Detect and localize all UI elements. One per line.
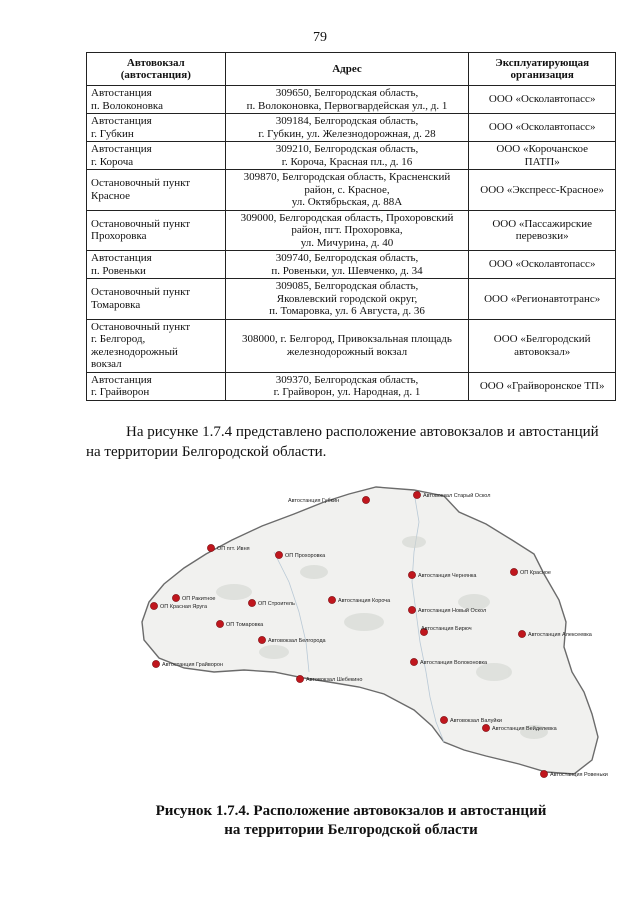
cell-line: Автостанция xyxy=(91,115,152,127)
map-marker xyxy=(540,770,547,777)
address-cell xyxy=(225,210,469,251)
station-cell xyxy=(87,319,226,372)
table-row xyxy=(87,319,616,372)
cell-line: район, с. Красное, xyxy=(304,183,390,196)
map-marker-label: Автостанция Вейделевка xyxy=(492,726,557,732)
cell-line: Яковлевский городской округ, xyxy=(276,292,418,305)
map-marker-label: ОП пгт. Ивня xyxy=(217,546,250,552)
cell-line: Остановочный пункт xyxy=(91,177,191,190)
header-station: Автовокзал (автостанция) xyxy=(87,53,226,86)
cell-line: ООО «Пассажирские xyxy=(492,217,593,230)
map-marker xyxy=(410,658,417,665)
address-cell xyxy=(225,251,469,279)
cell-line: ООО «Экспресс-Красное» xyxy=(480,183,605,196)
cell-line: ООО «Осколавтопасс» xyxy=(488,121,596,134)
map-marker xyxy=(362,496,369,503)
map-marker-label: ОП Прохоровка xyxy=(285,553,326,559)
map-marker xyxy=(482,724,489,731)
map-marker-label: ОП Красная Яруга xyxy=(160,604,208,610)
station-cell xyxy=(87,372,226,400)
cell-line: Остановочный пункт xyxy=(91,217,191,230)
cell-line: г. Губкин xyxy=(91,127,134,140)
cell-line: п. Волоконовка xyxy=(91,99,163,112)
map-marker xyxy=(408,571,415,578)
address-cell xyxy=(225,372,469,400)
cell-line: г. Белгород, xyxy=(91,333,146,345)
cell-line: 309184, Белгородская область, xyxy=(275,115,419,127)
address-cell xyxy=(225,114,469,142)
station-cell xyxy=(87,114,226,142)
map-marker-label: Автостанция Короча xyxy=(338,598,391,604)
cell-line: ПАТП» xyxy=(524,155,560,168)
map-marker xyxy=(275,551,282,558)
address-cell xyxy=(225,86,469,114)
cell-line: 309870, Белгородская область, Красненский xyxy=(243,171,451,183)
map-marker-label: Автостанция Чернянка xyxy=(418,573,477,579)
cell-line: г. Короча, Красная пл., д. 16 xyxy=(281,155,413,168)
cell-line: вокзал xyxy=(91,358,122,370)
caption-line: Рисунок 1.7.4. Расположение автовокзалов и автостанций xyxy=(155,803,547,819)
table-row xyxy=(87,114,616,142)
table-row xyxy=(87,372,616,400)
map-marker xyxy=(510,568,517,575)
cell-line: п. Томаровка, ул. 6 Августа, д. 36 xyxy=(269,305,425,317)
operator-cell xyxy=(469,210,616,251)
map-marker-label: Автостанция Губкин xyxy=(288,498,340,504)
caption-line: на территории Белгородской области xyxy=(224,822,478,838)
operator-cell xyxy=(469,86,616,114)
cell-line: Остановочный пункт xyxy=(91,320,191,333)
cell-line: ООО «Осколавтопасс» xyxy=(488,258,596,271)
map-marker xyxy=(296,675,303,682)
cell-line: ООО «Грайворонское ТП» xyxy=(479,379,605,392)
map-marker-label: ОП Красное xyxy=(520,570,551,576)
cell-line: район, пгт. Прохоровка, xyxy=(291,224,403,236)
table-row xyxy=(87,279,616,320)
cell-line: железнодорожный xyxy=(91,345,178,358)
map-marker-label: Автостанция Грайворон xyxy=(162,662,223,668)
station-cell xyxy=(87,251,226,279)
station-cell xyxy=(87,86,226,114)
map-marker xyxy=(328,596,335,603)
operator-cell xyxy=(469,142,616,170)
cell-line: 309210, Белгородская область, xyxy=(275,143,419,155)
cell-line: Прохоровка xyxy=(91,230,147,243)
operator-cell xyxy=(469,170,616,211)
map-marker xyxy=(440,716,447,723)
address-cell xyxy=(225,170,469,211)
cell-line: ООО «Регионавтотранс» xyxy=(484,292,601,305)
map-marker-label: Автостанция Новый Оскол xyxy=(418,608,487,614)
cell-line: ул. Октябрьская, д. 88А xyxy=(291,196,403,208)
bus-stations-table xyxy=(86,52,616,401)
map-marker-label: Автостанция Ровеньки xyxy=(550,772,608,778)
header-address: Адрес xyxy=(225,53,469,86)
station-cell xyxy=(87,210,226,251)
cell-line: 308000, г. Белгород, Привокзальная площадь xyxy=(242,333,452,345)
cell-line: п. Ровеньки xyxy=(91,264,146,277)
map-marker xyxy=(216,620,223,627)
body-paragraph: На рисунке 1.7.4 представлено расположение автовокзалов и автостанций на территории Белгородской области. xyxy=(86,424,599,460)
cell-line: Автостанция xyxy=(91,143,152,155)
station-cell xyxy=(87,142,226,170)
operator-cell xyxy=(469,279,616,320)
figure-caption xyxy=(86,802,616,840)
cell-line: г. Грайворон, ул. Народная, д. 1 xyxy=(273,386,421,398)
table-header-row xyxy=(87,53,616,86)
cell-line: автовокзал» xyxy=(514,345,571,358)
cell-line: железнодорожный вокзал xyxy=(286,345,408,358)
station-cell xyxy=(87,279,226,320)
map-marker xyxy=(258,636,265,643)
cell-line: 309740, Белгородская область, xyxy=(275,252,419,264)
header-operator: Эксплуатирующая организация xyxy=(469,53,616,86)
cell-line: Автостанция xyxy=(91,87,152,99)
map-marker-label: Автостанция Волоконовка xyxy=(420,660,488,666)
address-cell xyxy=(225,279,469,320)
table-row xyxy=(87,170,616,211)
map-marker-label: ОП Строитель xyxy=(258,601,295,607)
operator-cell xyxy=(469,114,616,142)
map-marker xyxy=(207,544,214,551)
page-number: 79 xyxy=(313,30,327,45)
cell-line: Автостанция xyxy=(91,373,152,386)
map-marker-label: ОП Ракитное xyxy=(182,596,216,602)
cell-line: п. Ровеньки, ул. Шевченко, д. 34 xyxy=(271,264,423,277)
cell-line: ООО «Белгородский xyxy=(493,333,591,345)
cell-line: г. Короча xyxy=(91,155,134,168)
table-row xyxy=(87,251,616,279)
map-marker xyxy=(152,660,159,667)
cell-line: Красное xyxy=(91,189,131,202)
map-marker-label: Автовокзал Валуйки xyxy=(450,718,502,724)
cell-line: 309000, Белгородская область, Прохоровский xyxy=(240,211,454,224)
station-cell xyxy=(87,170,226,211)
map-marker xyxy=(413,491,420,498)
table-row xyxy=(87,86,616,114)
cell-line: ООО «Корочанское xyxy=(496,143,588,155)
operator-cell xyxy=(469,251,616,279)
address-cell xyxy=(225,319,469,372)
map-marker xyxy=(248,599,255,606)
map-marker xyxy=(150,602,157,609)
region-map xyxy=(114,482,614,797)
cell-line: п. Волоконовка, Первогвардейская ул., д. 1 xyxy=(246,99,448,112)
map-marker-label: ОП Томаровка xyxy=(226,622,264,628)
map-marker-label: Автовокзал Белгорода xyxy=(268,638,326,644)
map-marker-label: Автостанция Алексеевка xyxy=(528,632,592,638)
table-row xyxy=(87,210,616,251)
cell-line: г. Грайворон xyxy=(91,386,150,398)
cell-line: Томаровка xyxy=(91,298,141,311)
cell-line: Автостанция xyxy=(91,252,152,264)
cell-line: ул. Мичурина, д. 40 xyxy=(300,236,394,249)
map-marker xyxy=(172,594,179,601)
map-marker xyxy=(408,606,415,613)
cell-line: 309650, Белгородская область, xyxy=(275,87,419,99)
cell-line: Остановочный пункт xyxy=(91,286,191,299)
map-marker-label: Автовокзал Старый Оскол xyxy=(423,493,491,499)
cell-line: г. Губкин, ул. Железнодорожная, д. 28 xyxy=(258,127,436,140)
map-marker-label: Автовокзал Шебекино xyxy=(306,677,363,683)
address-cell xyxy=(225,142,469,170)
operator-cell xyxy=(469,319,616,372)
map-marker xyxy=(518,630,525,637)
cell-line: ООО «Осколавтопасс» xyxy=(488,93,596,106)
cell-line: перевозки» xyxy=(515,230,569,243)
operator-cell xyxy=(469,372,616,400)
cell-line: 309370, Белгородская область, xyxy=(275,373,419,386)
map-marker-label: Автостанция Бирюч xyxy=(421,626,472,632)
table-row xyxy=(87,142,616,170)
cell-line: 309085, Белгородская область, xyxy=(275,280,419,292)
